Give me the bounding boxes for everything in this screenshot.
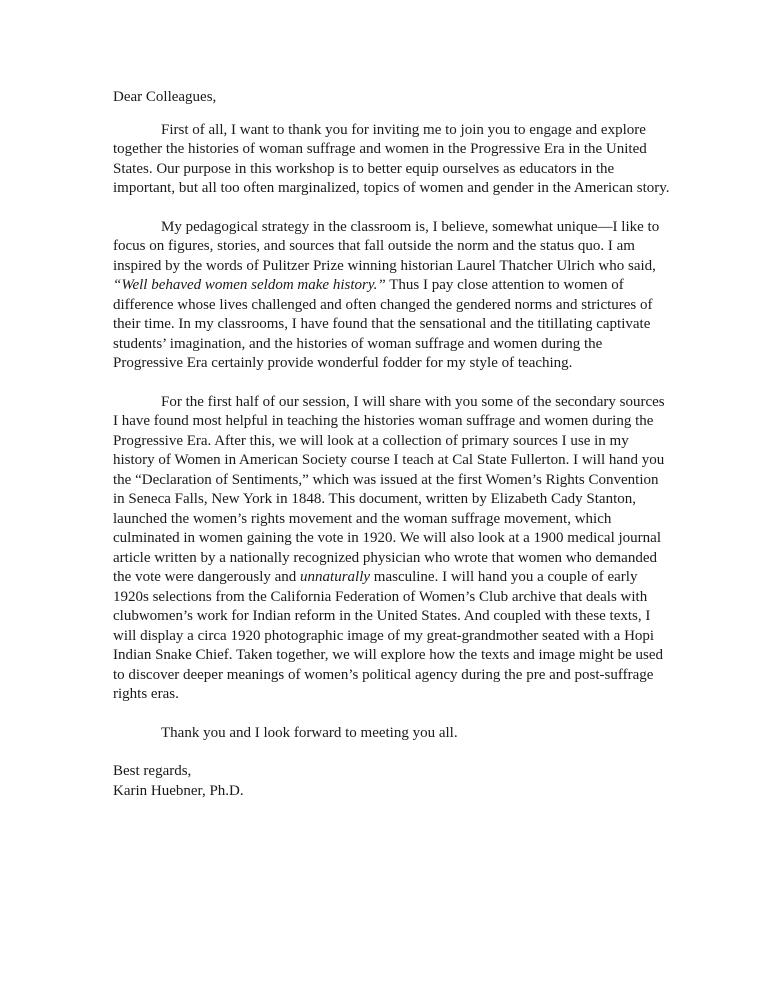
paragraph-thanks: Thank you and I look forward to meeting you all. bbox=[161, 724, 458, 741]
paragraph-introduction: First of all, I want to thank you for inviting me to join you to engage and explore together the histories of woman suffrage and women in the Progressive Era in the United States. Our purpose in this workshop is to better equip ourselves as educators in the important, but all too often marginalized, topics of women and gender in the American story. bbox=[113, 121, 670, 196]
emphasized-word: unnaturally bbox=[300, 569, 371, 585]
paragraph-pedagogy bbox=[113, 218, 673, 374]
signature: Karin Huebner, Ph.D. bbox=[113, 782, 244, 799]
letter-body bbox=[113, 88, 673, 801]
paragraph-session-plan bbox=[113, 393, 673, 705]
paragraph-session-plan-text-start: For the first half of our session, I will share with you some of the secondary sources I have found most helpful in teaching the histories woman suffrage and women during the Progressive Era. After this, we will look at a collection of primary sources I use in my history of Women in American Society course I teach at Cal State Fullerton. I will hand you the “Declaration of Sentiments,” which was issued at the first Women’s Rights Convention in Seneca Falls, New York in 1848. This document, written by Elizabeth Cady Stanton, launched the women’s rights movement and the woman suffrage movement, which culminated in women gaining the vote in 1920. We will also look at a 1900 medical journal article written by a nationally recognized physician who wrote that women who demanded the vote were dangerously and bbox=[113, 393, 665, 585]
ulrich-quote: “Well behaved women seldom make history.” bbox=[113, 277, 386, 293]
salutation: Dear Colleagues, bbox=[113, 89, 217, 105]
closing: Best regards, bbox=[113, 763, 192, 779]
paragraph-pedagogy-text-end: Thus I pay close attention to women of difference whose lives challenged and often changed the gendered norms and strictures of their time. In my classrooms, I have found that the sensational and the titillating captivate students’ imagination, and the histories of woman suffrage and women during the Progressive Era certainly provide wonderful fodder for my style of teaching. bbox=[113, 277, 653, 371]
paragraph-session-plan-text-end: masculine. I will hand you a couple of early 1920s selections from the California Federation of Women’s Club archive that deals with clubwomen’s work for Indian reform in the United States. And coupled with these texts, I will display a circa 1920 photographic image of my great-grandmother seated with a Hopi Indian Snake Chief. Taken together, we will explore how the texts and image might be used to discover deeper meanings of women’s political agency during the pre and post-suffrage rights eras. bbox=[113, 569, 664, 702]
paragraph-pedagogy-text-start: My pedagogical strategy in the classroom is, I believe, somewhat unique—I like to focus on figures, stories, and sources that fall outside the norm and the status quo. I am inspired by the words of Pulitzer Prize winning historian Laurel Thatcher Ulrich who said, bbox=[113, 218, 660, 274]
